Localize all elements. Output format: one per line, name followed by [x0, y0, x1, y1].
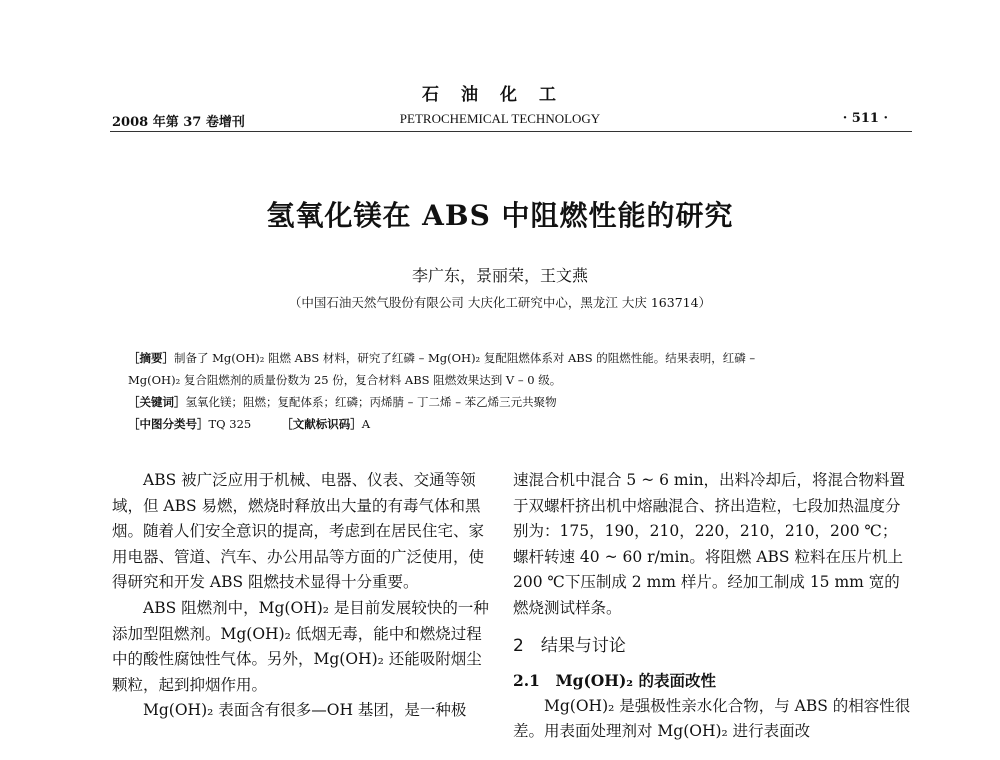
document-code-label: ［文献标识码］ — [281, 417, 362, 431]
journal-title-english: PETROCHEMICAL TECHNOLOGY — [399, 111, 601, 126]
author-affiliation: （中国石油天然气股份有限公司 大庆化工研究中心，黑龙江 大庆 163714） — [288, 295, 712, 310]
paragraph: ABS 被广泛应用于机械、电器、仪表、交通等领域，但 ABS 易燃，燃烧时释放出大量的有毒气体和黑烟。随着人们安全意识的提高，考虑到在居民住宅、家用电器、管道、汽车、办公用品等方面的广泛使用，使得研究和开发 ABS 阻燃技术显得十分重要。 — [112, 471, 485, 592]
classification-line — [128, 415, 876, 433]
header-rule — [110, 131, 912, 132]
body-column-right — [513, 468, 911, 745]
keywords-label: ［关键词］ — [128, 395, 186, 409]
abstract-line-2 — [128, 371, 876, 389]
subsection-heading: 2.1 Mg(OH)₂ 的表面改性 — [513, 670, 716, 690]
abstract-label: ［摘要］ — [128, 351, 174, 365]
article-title: 氢氧化镁在 ABS 中阻燃性能的研究 — [266, 199, 734, 232]
journal-title-chinese: 石油化工 — [422, 85, 578, 105]
classification-value: TQ 325 — [208, 417, 252, 431]
classification-label: ［中图分类号］ — [128, 417, 209, 431]
keywords-line — [128, 393, 876, 411]
abstract-text-1: 制备了 Mg(OH)₂ 阻燃 ABS 材料，研究了红磷 – Mg(OH)₂ 复配阻燃体系对 ABS 的阻燃性能。结果表明，红磷 – — [174, 351, 756, 365]
paragraph: ABS 阻燃剂中，Mg(OH)₂ 是目前发展较快的一种添加型阻燃剂。Mg(OH)₂ 低烟无毒，能中和燃烧过程中的酸性腐蚀性气体。另外，Mg(OH)₂ 还能吸附烟尘颗粒，起到抑烟作用。 — [112, 598, 489, 694]
paragraph: Mg(OH)₂ 表面含有很多—OH 基团，是一种极 — [143, 701, 467, 720]
keywords-text: 氢氧化镁；阻燃；复配体系；红磷；丙烯腈 – 丁二烯 – 苯乙烯三元共聚物 — [185, 395, 557, 409]
author-list: 李广东，景丽荣，王文燕 — [411, 266, 588, 285]
body-column-left — [112, 468, 492, 724]
section-heading: 2 结果与讨论 — [513, 635, 626, 656]
abstract-line-1 — [128, 349, 876, 367]
abstract-text-2: Mg(OH)₂ 复合阻燃剂的质量份数为 25 份，复合材料 ABS 阻燃效果达到 V – 0 级。 — [128, 373, 562, 387]
page-number: · 511 · — [842, 111, 888, 126]
paragraph: Mg(OH)₂ 是强极性亲水化合物，与 ABS 的相容性很差。用表面处理剂对 Mg(OH)₂ 进行表面改 — [513, 696, 911, 741]
paragraph: 速混合机中混合 5 ~ 6 min，出料冷却后，将混合物料置于双螺杆挤出机中熔融混合、挤出造粒，七段加热温度分别为：175，190，210，220，210，210，200 ℃；螺杆转速 40 ~ 60 r/min。将阻燃 ABS 粒料在压片机上 200 ℃下压制成 2 mm 样片。经加工制成 15 mm 宽的燃烧测试样条。 — [513, 471, 906, 617]
document-code-value: A — [361, 417, 371, 431]
volume-info: 2008 年第 37 卷增刊 — [112, 115, 245, 130]
